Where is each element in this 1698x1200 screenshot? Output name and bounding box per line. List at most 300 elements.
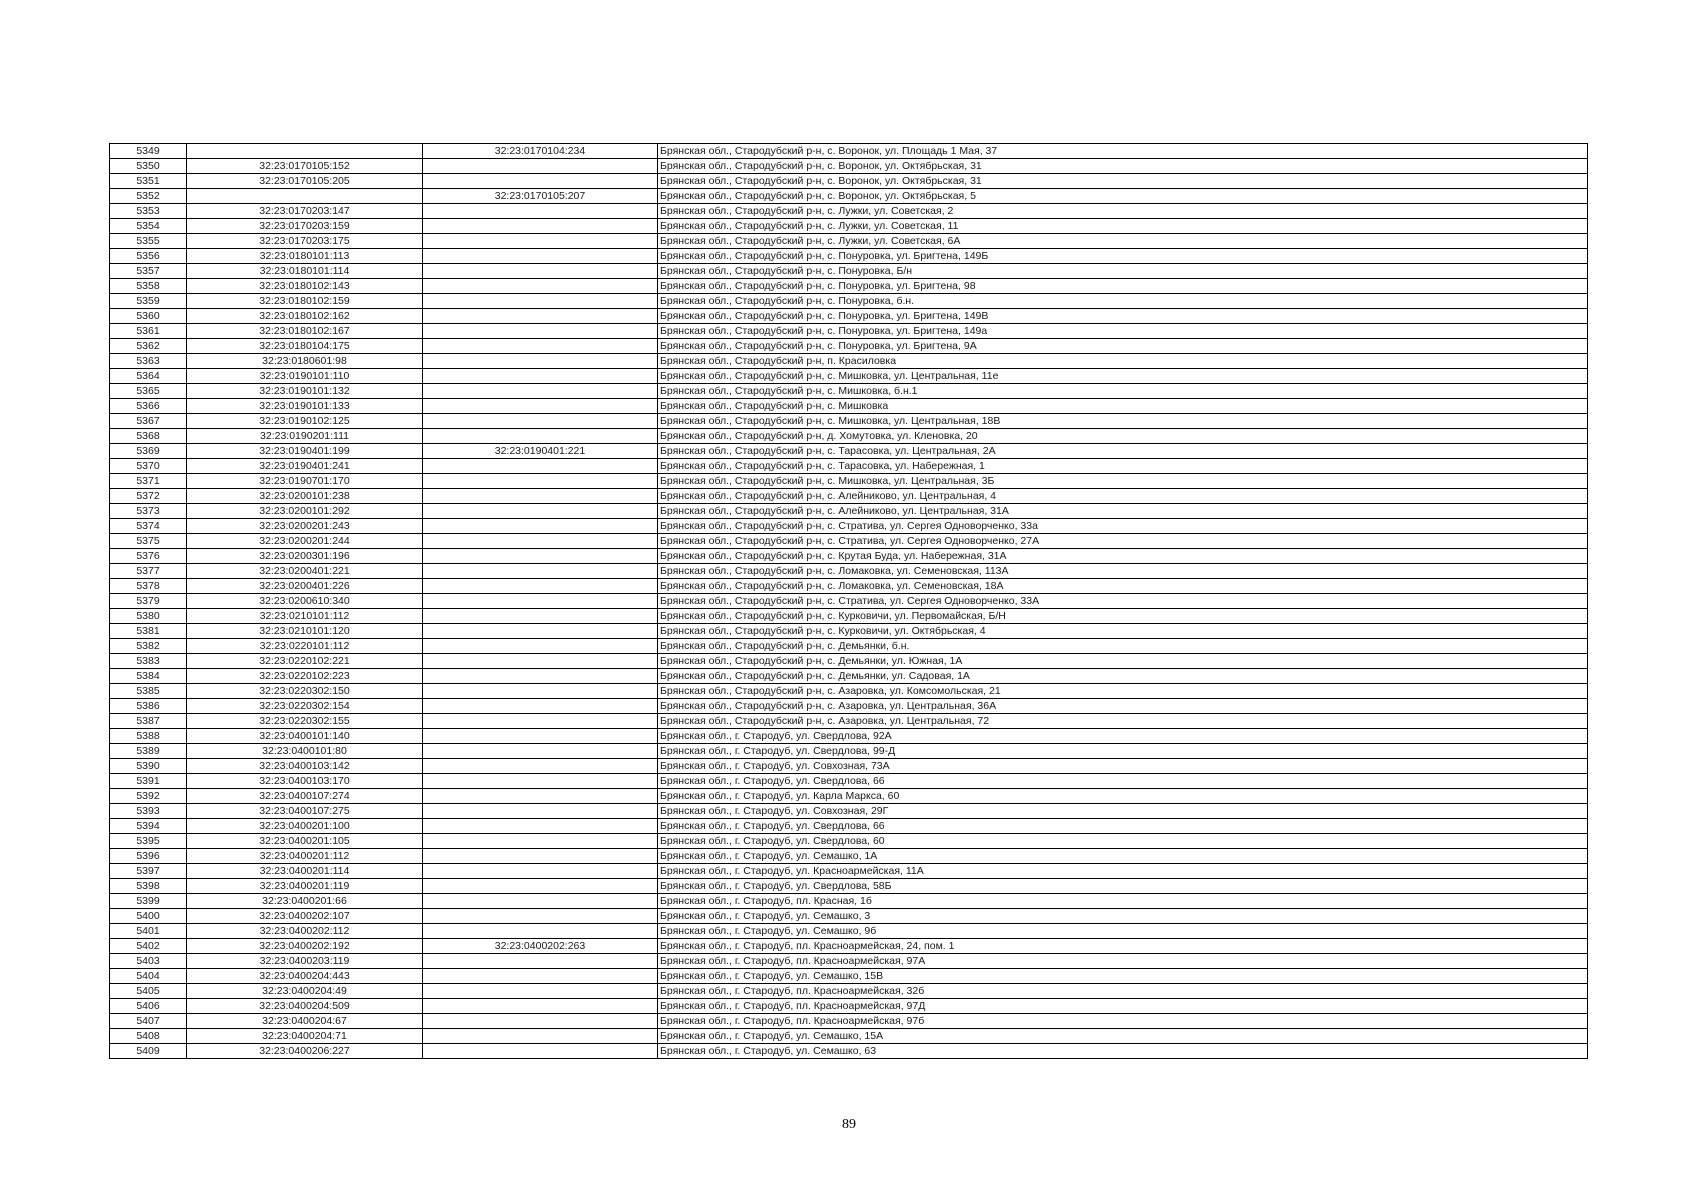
table-row — [110, 324, 1588, 339]
row-number-cell: 5356 — [110, 249, 187, 264]
table-row — [110, 549, 1588, 564]
row-number-cell: 5387 — [110, 714, 187, 729]
secondary-cadastral-number-cell: 32:23:0190401:221 — [423, 444, 658, 459]
cadastral-number-cell: 32:23:0200610:340 — [187, 594, 423, 609]
secondary-cadastral-number-cell — [423, 264, 658, 279]
row-number-cell: 5388 — [110, 729, 187, 744]
cadastral-number-cell: 32:23:0220102:221 — [187, 654, 423, 669]
table-row — [110, 339, 1588, 354]
cadastral-number-cell: 32:23:0400204:49 — [187, 984, 423, 999]
address-cell: Брянская обл., г. Стародуб, ул. Совхозная, 29Г — [658, 804, 1588, 819]
address-cell: Брянская обл., г. Стародуб, ул. Свердлова, 66 — [658, 819, 1588, 834]
address-cell: Брянская обл., Стародубский р-н, с. Мишковка — [658, 399, 1588, 414]
address-cell: Брянская обл., Стародубский р-н, с. Стратива, ул. Сергея Одноворченко, 27А — [658, 534, 1588, 549]
secondary-cadastral-number-cell — [423, 474, 658, 489]
address-cell: Брянская обл., Стародубский р-н, с. Воронок, ул. Октябрьская, 31 — [658, 174, 1588, 189]
secondary-cadastral-number-cell — [423, 174, 658, 189]
row-number-cell: 5367 — [110, 414, 187, 429]
secondary-cadastral-number-cell: 32:23:0170104:234 — [423, 144, 658, 159]
row-number-cell: 5407 — [110, 1014, 187, 1029]
cadastral-number-cell: 32:23:0200201:243 — [187, 519, 423, 534]
address-cell: Брянская обл., Стародубский р-н, с. Лужки, ул. Советская, 11 — [658, 219, 1588, 234]
secondary-cadastral-number-cell — [423, 654, 658, 669]
secondary-cadastral-number-cell — [423, 339, 658, 354]
row-number-cell: 5370 — [110, 459, 187, 474]
address-cell: Брянская обл., Стародубский р-н, с. Понуровка, ул. Бригтена, 149Б — [658, 249, 1588, 264]
address-cell: Брянская обл., г. Стародуб, пл. Красная, 1б — [658, 894, 1588, 909]
address-cell: Брянская обл., г. Стародуб, пл. Красноармейская, 32б — [658, 984, 1588, 999]
table-row — [110, 159, 1588, 174]
secondary-cadastral-number-cell — [423, 564, 658, 579]
table-row — [110, 384, 1588, 399]
secondary-cadastral-number-cell — [423, 774, 658, 789]
table-row — [110, 354, 1588, 369]
row-number-cell: 5378 — [110, 579, 187, 594]
table-row — [110, 504, 1588, 519]
address-cell: Брянская обл., Стародубский р-н, с. Азаровка, ул. Центральная, 36А — [658, 699, 1588, 714]
table-row — [110, 924, 1588, 939]
address-cell: Брянская обл., Стародубский р-н, с. Демьянки, ул. Садовая, 1А — [658, 669, 1588, 684]
secondary-cadastral-number-cell — [423, 399, 658, 414]
secondary-cadastral-number-cell — [423, 219, 658, 234]
secondary-cadastral-number-cell — [423, 804, 658, 819]
cadastral-number-cell: 32:23:0180102:162 — [187, 309, 423, 324]
address-cell: Брянская обл., г. Стародуб, ул. Свердлова, 60 — [658, 834, 1588, 849]
row-number-cell: 5376 — [110, 549, 187, 564]
row-number-cell: 5354 — [110, 219, 187, 234]
address-cell: Брянская обл., Стародубский р-н, с. Ломаковка, ул. Семеновская, 113А — [658, 564, 1588, 579]
table-row — [110, 369, 1588, 384]
address-cell: Брянская обл., Стародубский р-н, с. Мишковка, ул. Центральная, 11е — [658, 369, 1588, 384]
cadastral-number-cell: 32:23:0400204:443 — [187, 969, 423, 984]
address-cell: Брянская обл., г. Стародуб, ул. Семашко, 9б — [658, 924, 1588, 939]
secondary-cadastral-number-cell — [423, 354, 658, 369]
secondary-cadastral-number-cell — [423, 249, 658, 264]
address-cell: Брянская обл., Стародубский р-н, с. Понуровка, ул. Бригтена, 98 — [658, 279, 1588, 294]
address-cell: Брянская обл., Стародубский р-н, с. Понуровка, б.н. — [658, 294, 1588, 309]
cadastral-number-cell: 32:23:0200401:226 — [187, 579, 423, 594]
secondary-cadastral-number-cell — [423, 204, 658, 219]
row-number-cell: 5406 — [110, 999, 187, 1014]
cadastral-number-cell: 32:23:0220102:223 — [187, 669, 423, 684]
secondary-cadastral-number-cell — [423, 1044, 658, 1059]
address-cell: Брянская обл., г. Стародуб, ул. Свердлова, 99-Д — [658, 744, 1588, 759]
table-body — [110, 144, 1588, 1059]
table-row — [110, 414, 1588, 429]
address-cell: Брянская обл., г. Стародуб, ул. Свердлова, 58Б — [658, 879, 1588, 894]
row-number-cell: 5397 — [110, 864, 187, 879]
address-cell: Брянская обл., г. Стародуб, ул. Семашко, 15А — [658, 1029, 1588, 1044]
table-row — [110, 189, 1588, 204]
cadastral-number-cell: 32:23:0400107:274 — [187, 789, 423, 804]
secondary-cadastral-number-cell — [423, 879, 658, 894]
table-row — [110, 954, 1588, 969]
cadastral-number-cell: 32:23:0180104:175 — [187, 339, 423, 354]
address-cell: Брянская обл., Стародубский р-н, с. Воронок, ул. Октябрьская, 5 — [658, 189, 1588, 204]
table-row — [110, 789, 1588, 804]
cadastral-number-cell: 32:23:0200201:244 — [187, 534, 423, 549]
secondary-cadastral-number-cell — [423, 954, 658, 969]
secondary-cadastral-number-cell — [423, 714, 658, 729]
cadastral-number-cell: 32:23:0180601:98 — [187, 354, 423, 369]
page-number: 89 — [842, 1117, 856, 1132]
secondary-cadastral-number-cell — [423, 279, 658, 294]
table-row — [110, 249, 1588, 264]
address-cell: Брянская обл., Стародубский р-н, с. Стратива, ул. Сергея Одноворченко, 33а — [658, 519, 1588, 534]
address-cell: Брянская обл., Стародубский р-н, с. Тарасовка, ул. Центральная, 2А — [658, 444, 1588, 459]
table-row — [110, 744, 1588, 759]
address-cell: Брянская обл., г. Стародуб, ул. Семашко, 3 — [658, 909, 1588, 924]
row-number-cell: 5399 — [110, 894, 187, 909]
row-number-cell: 5396 — [110, 849, 187, 864]
table-row — [110, 969, 1588, 984]
secondary-cadastral-number-cell — [423, 309, 658, 324]
secondary-cadastral-number-cell — [423, 459, 658, 474]
table-row — [110, 834, 1588, 849]
address-cell: Брянская обл., Стародубский р-н, с. Демьянки, б.н. — [658, 639, 1588, 654]
table-row — [110, 594, 1588, 609]
address-cell: Брянская обл., Стародубский р-н, с. Азаровка, ул. Комсомольская, 21 — [658, 684, 1588, 699]
cadastral-number-cell: 32:23:0400201:119 — [187, 879, 423, 894]
cadastral-number-cell: 32:23:0210101:120 — [187, 624, 423, 639]
row-number-cell: 5364 — [110, 369, 187, 384]
address-cell: Брянская обл., Стародубский р-н, с. Демьянки, ул. Южная, 1А — [658, 654, 1588, 669]
row-number-cell: 5408 — [110, 1029, 187, 1044]
cadastral-number-cell: 32:23:0190201:111 — [187, 429, 423, 444]
table-row — [110, 759, 1588, 774]
secondary-cadastral-number-cell — [423, 579, 658, 594]
secondary-cadastral-number-cell — [423, 324, 658, 339]
row-number-cell: 5371 — [110, 474, 187, 489]
table-row — [110, 534, 1588, 549]
row-number-cell: 5355 — [110, 234, 187, 249]
table-row — [110, 774, 1588, 789]
cadastral-number-cell: 32:23:0170203:175 — [187, 234, 423, 249]
table-row — [110, 459, 1588, 474]
row-number-cell: 5389 — [110, 744, 187, 759]
table-row — [110, 684, 1588, 699]
cadastral-number-cell: 32:23:0220302:155 — [187, 714, 423, 729]
row-number-cell: 5375 — [110, 534, 187, 549]
secondary-cadastral-number-cell — [423, 834, 658, 849]
row-number-cell: 5349 — [110, 144, 187, 159]
table-row — [110, 894, 1588, 909]
secondary-cadastral-number-cell — [423, 759, 658, 774]
cadastral-number-cell: 32:23:0400202:192 — [187, 939, 423, 954]
cadastral-number-cell: 32:23:0190101:132 — [187, 384, 423, 399]
cadastral-number-cell: 32:23:0180101:114 — [187, 264, 423, 279]
address-cell: Брянская обл., Стародубский р-н, с. Крутая Буда, ул. Набережная, 31А — [658, 549, 1588, 564]
address-cell: Брянская обл., Стародубский р-н, с. Понуровка, ул. Бригтена, 149В — [658, 309, 1588, 324]
row-number-cell: 5405 — [110, 984, 187, 999]
address-cell: Брянская обл., Стародубский р-н, с. Воронок, ул. Октябрьская, 31 — [658, 159, 1588, 174]
row-number-cell: 5365 — [110, 384, 187, 399]
secondary-cadastral-number-cell — [423, 624, 658, 639]
table-row — [110, 999, 1588, 1014]
row-number-cell: 5398 — [110, 879, 187, 894]
row-number-cell: 5377 — [110, 564, 187, 579]
table-row — [110, 564, 1588, 579]
address-cell: Брянская обл., Стародубский р-н, с. Азаровка, ул. Центральная, 72 — [658, 714, 1588, 729]
secondary-cadastral-number-cell — [423, 699, 658, 714]
cadastral-number-cell: 32:23:0180101:113 — [187, 249, 423, 264]
address-cell: Брянская обл., Стародубский р-н, с. Ломаковка, ул. Семеновская, 18А — [658, 579, 1588, 594]
table-row — [110, 804, 1588, 819]
cadastral-number-cell: 32:23:0190401:241 — [187, 459, 423, 474]
row-number-cell: 5361 — [110, 324, 187, 339]
table-row — [110, 699, 1588, 714]
cadastral-number-cell: 32:23:0400202:112 — [187, 924, 423, 939]
row-number-cell: 5403 — [110, 954, 187, 969]
address-cell: Брянская обл., Стародубский р-н, с. Курковичи, ул. Октябрьская, 4 — [658, 624, 1588, 639]
row-number-cell: 5368 — [110, 429, 187, 444]
secondary-cadastral-number-cell — [423, 414, 658, 429]
table-row — [110, 144, 1588, 159]
secondary-cadastral-number-cell — [423, 894, 658, 909]
address-cell: Брянская обл., Стародубский р-н, с. Лужки, ул. Советская, 2 — [658, 204, 1588, 219]
row-number-cell: 5402 — [110, 939, 187, 954]
address-cell: Брянская обл., г. Стародуб, ул. Совхозная, 73А — [658, 759, 1588, 774]
table-row — [110, 984, 1588, 999]
secondary-cadastral-number-cell — [423, 489, 658, 504]
row-number-cell: 5372 — [110, 489, 187, 504]
table-row — [110, 579, 1588, 594]
table-row — [110, 429, 1588, 444]
cadastral-number-cell: 32:23:0400202:107 — [187, 909, 423, 924]
row-number-cell: 5409 — [110, 1044, 187, 1059]
address-cell: Брянская обл., г. Стародуб, ул. Семашко, 1А — [658, 849, 1588, 864]
secondary-cadastral-number-cell — [423, 159, 658, 174]
address-cell: Брянская обл., г. Стародуб, ул. Красноармейская, 11А — [658, 864, 1588, 879]
cadastral-number-cell: 32:23:0170203:147 — [187, 204, 423, 219]
secondary-cadastral-number-cell — [423, 984, 658, 999]
row-number-cell: 5385 — [110, 684, 187, 699]
cadastral-number-cell: 32:23:0170203:159 — [187, 219, 423, 234]
row-number-cell: 5373 — [110, 504, 187, 519]
secondary-cadastral-number-cell — [423, 684, 658, 699]
secondary-cadastral-number-cell — [423, 294, 658, 309]
table-row — [110, 639, 1588, 654]
secondary-cadastral-number-cell — [423, 594, 658, 609]
table-row — [110, 714, 1588, 729]
cadastral-number-cell: 32:23:0400201:66 — [187, 894, 423, 909]
cadastral-number-cell: 32:23:0400201:100 — [187, 819, 423, 834]
table-row — [110, 879, 1588, 894]
table-row — [110, 819, 1588, 834]
table-row — [110, 294, 1588, 309]
address-cell: Брянская обл., г. Стародуб, ул. Семашко, 63 — [658, 1044, 1588, 1059]
cadastral-number-cell: 32:23:0190101:133 — [187, 399, 423, 414]
address-cell: Брянская обл., Стародубский р-н, с. Лужки, ул. Советская, 6А — [658, 234, 1588, 249]
table-row — [110, 219, 1588, 234]
row-number-cell: 5404 — [110, 969, 187, 984]
cadastral-number-cell: 32:23:0400201:112 — [187, 849, 423, 864]
secondary-cadastral-number-cell — [423, 864, 658, 879]
secondary-cadastral-number-cell — [423, 519, 658, 534]
address-cell: Брянская обл., Стародубский р-н, д. Хомутовка, ул. Кленовка, 20 — [658, 429, 1588, 444]
cadastral-number-cell: 32:23:0200101:292 — [187, 504, 423, 519]
cadastral-number-cell: 32:23:0190101:110 — [187, 369, 423, 384]
address-cell: Брянская обл., Стародубский р-н, с. Мишковка, ул. Центральная, 3Б — [658, 474, 1588, 489]
secondary-cadastral-number-cell — [423, 234, 658, 249]
secondary-cadastral-number-cell — [423, 969, 658, 984]
secondary-cadastral-number-cell — [423, 504, 658, 519]
address-cell: Брянская обл., г. Стародуб, пл. Красноармейская, 97Д — [658, 999, 1588, 1014]
row-number-cell: 5360 — [110, 309, 187, 324]
address-cell: Брянская обл., Стародубский р-н, с. Понуровка, ул. Бригтена, 9А — [658, 339, 1588, 354]
secondary-cadastral-number-cell — [423, 534, 658, 549]
cadastral-number-cell: 32:23:0170105:152 — [187, 159, 423, 174]
address-cell: Брянская обл., Стародубский р-н, с. Тарасовка, ул. Набережная, 1 — [658, 459, 1588, 474]
table-row — [110, 489, 1588, 504]
secondary-cadastral-number-cell — [423, 909, 658, 924]
cadastral-number-cell: 32:23:0400204:71 — [187, 1029, 423, 1044]
cadastral-number-cell: 32:23:0400201:114 — [187, 864, 423, 879]
address-cell: Брянская обл., г. Стародуб, ул. Свердлова, 66 — [658, 774, 1588, 789]
row-number-cell: 5366 — [110, 399, 187, 414]
row-number-cell: 5352 — [110, 189, 187, 204]
secondary-cadastral-number-cell — [423, 999, 658, 1014]
secondary-cadastral-number-cell — [423, 549, 658, 564]
table-row — [110, 474, 1588, 489]
address-cell: Брянская обл., г. Стародуб, пл. Красноармейская, 97А — [658, 954, 1588, 969]
address-cell: Брянская обл., Стародубский р-н, с. Понуровка, Б/н — [658, 264, 1588, 279]
row-number-cell: 5357 — [110, 264, 187, 279]
secondary-cadastral-number-cell — [423, 1014, 658, 1029]
secondary-cadastral-number-cell — [423, 729, 658, 744]
address-cell: Брянская обл., г. Стародуб, пл. Красноармейская, 24, пом. 1 — [658, 939, 1588, 954]
cadastral-number-cell: 32:23:0400203:119 — [187, 954, 423, 969]
table-row — [110, 519, 1588, 534]
table-row — [110, 204, 1588, 219]
table-row — [110, 849, 1588, 864]
address-cell: Брянская обл., Стародубский р-н, с. Мишковка, ул. Центральная, 18В — [658, 414, 1588, 429]
address-cell: Брянская обл., Стародубский р-н, с. Курковичи, ул. Первомайская, Б/Н — [658, 609, 1588, 624]
cadastral-number-cell: 32:23:0220302:150 — [187, 684, 423, 699]
table-row — [110, 1044, 1588, 1059]
table-row — [110, 264, 1588, 279]
table-row — [110, 1014, 1588, 1029]
cadastral-number-cell: 32:23:0190401:199 — [187, 444, 423, 459]
row-number-cell: 5380 — [110, 609, 187, 624]
row-number-cell: 5363 — [110, 354, 187, 369]
secondary-cadastral-number-cell — [423, 744, 658, 759]
address-cell: Брянская обл., Стародубский р-н, с. Понуровка, ул. Бригтена, 149а — [658, 324, 1588, 339]
cadastral-number-cell: 32:23:0180102:143 — [187, 279, 423, 294]
address-cell: Брянская обл., Стародубский р-н, с. Стратива, ул. Сергея Одноворченко, 33А — [658, 594, 1588, 609]
table-row — [110, 864, 1588, 879]
cadastral-number-cell: 32:23:0180102:159 — [187, 294, 423, 309]
row-number-cell: 5393 — [110, 804, 187, 819]
cadastral-number-cell: 32:23:0400204:509 — [187, 999, 423, 1014]
secondary-cadastral-number-cell — [423, 669, 658, 684]
cadastral-number-cell: 32:23:0170105:205 — [187, 174, 423, 189]
row-number-cell: 5382 — [110, 639, 187, 654]
row-number-cell: 5383 — [110, 654, 187, 669]
row-number-cell: 5392 — [110, 789, 187, 804]
row-number-cell: 5359 — [110, 294, 187, 309]
table-row — [110, 1029, 1588, 1044]
secondary-cadastral-number-cell — [423, 369, 658, 384]
cadastral-number-cell: 32:23:0200301:196 — [187, 549, 423, 564]
row-number-cell: 5358 — [110, 279, 187, 294]
row-number-cell: 5400 — [110, 909, 187, 924]
cadastral-number-cell: 32:23:0400204:67 — [187, 1014, 423, 1029]
cadastral-number-cell: 32:23:0200101:238 — [187, 489, 423, 504]
address-cell: Брянская обл., Стародубский р-н, с. Воронок, ул. Площадь 1 Мая, 37 — [658, 144, 1588, 159]
secondary-cadastral-number-cell — [423, 1029, 658, 1044]
table-row — [110, 729, 1588, 744]
secondary-cadastral-number-cell — [423, 789, 658, 804]
row-number-cell: 5381 — [110, 624, 187, 639]
address-cell: Брянская обл., г. Стародуб, пл. Красноармейская, 97б — [658, 1014, 1588, 1029]
cadastral-number-cell — [187, 144, 423, 159]
address-cell: Брянская обл., Стародубский р-н, п. Красиловка — [658, 354, 1588, 369]
cadastral-number-cell: 32:23:0210101:112 — [187, 609, 423, 624]
address-cell: Брянская обл., Стародубский р-н, с. Алейниково, ул. Центральная, 4 — [658, 489, 1588, 504]
row-number-cell: 5374 — [110, 519, 187, 534]
row-number-cell: 5395 — [110, 834, 187, 849]
cadastral-number-cell: 32:23:0400107:275 — [187, 804, 423, 819]
row-number-cell: 5384 — [110, 669, 187, 684]
secondary-cadastral-number-cell — [423, 609, 658, 624]
secondary-cadastral-number-cell — [423, 924, 658, 939]
table-row — [110, 654, 1588, 669]
row-number-cell: 5391 — [110, 774, 187, 789]
table-row — [110, 174, 1588, 189]
secondary-cadastral-number-cell — [423, 384, 658, 399]
row-number-cell: 5353 — [110, 204, 187, 219]
table-row — [110, 309, 1588, 324]
address-cell: Брянская обл., г. Стародуб, ул. Карла Маркса, 60 — [658, 789, 1588, 804]
cadastral-number-cell: 32:23:0190102:125 — [187, 414, 423, 429]
row-number-cell: 5351 — [110, 174, 187, 189]
table-row — [110, 234, 1588, 249]
secondary-cadastral-number-cell — [423, 639, 658, 654]
cadastral-number-cell: 32:23:0200401:221 — [187, 564, 423, 579]
table-row — [110, 279, 1588, 294]
address-cell: Брянская обл., г. Стародуб, ул. Свердлова, 92А — [658, 729, 1588, 744]
address-cell: Брянская обл., г. Стародуб, ул. Семашко, 15В — [658, 969, 1588, 984]
secondary-cadastral-number-cell — [423, 849, 658, 864]
row-number-cell: 5350 — [110, 159, 187, 174]
cadastral-number-cell: 32:23:0220101:112 — [187, 639, 423, 654]
address-cell: Брянская обл., Стародубский р-н, с. Алейниково, ул. Центральная, 31А — [658, 504, 1588, 519]
row-number-cell: 5401 — [110, 924, 187, 939]
cadastral-number-cell: 32:23:0400206:227 — [187, 1044, 423, 1059]
cadastral-number-cell: 32:23:0400101:80 — [187, 744, 423, 759]
row-number-cell: 5394 — [110, 819, 187, 834]
table-row — [110, 399, 1588, 414]
row-number-cell: 5390 — [110, 759, 187, 774]
cadastral-number-cell: 32:23:0400201:105 — [187, 834, 423, 849]
cadastral-number-cell: 32:23:0400103:142 — [187, 759, 423, 774]
table-row — [110, 669, 1588, 684]
row-number-cell: 5362 — [110, 339, 187, 354]
row-number-cell: 5369 — [110, 444, 187, 459]
cadastral-number-cell: 32:23:0180102:167 — [187, 324, 423, 339]
cadastral-number-cell: 32:23:0400103:170 — [187, 774, 423, 789]
secondary-cadastral-number-cell — [423, 429, 658, 444]
cadastral-number-cell: 32:23:0220302:154 — [187, 699, 423, 714]
cadastral-number-cell — [187, 189, 423, 204]
table-row — [110, 939, 1588, 954]
data-table — [109, 143, 1588, 1059]
address-cell: Брянская обл., Стародубский р-н, с. Мишковка, б.н.1 — [658, 384, 1588, 399]
table-row — [110, 609, 1588, 624]
table-row — [110, 909, 1588, 924]
cadastral-number-cell: 32:23:0400101:140 — [187, 729, 423, 744]
